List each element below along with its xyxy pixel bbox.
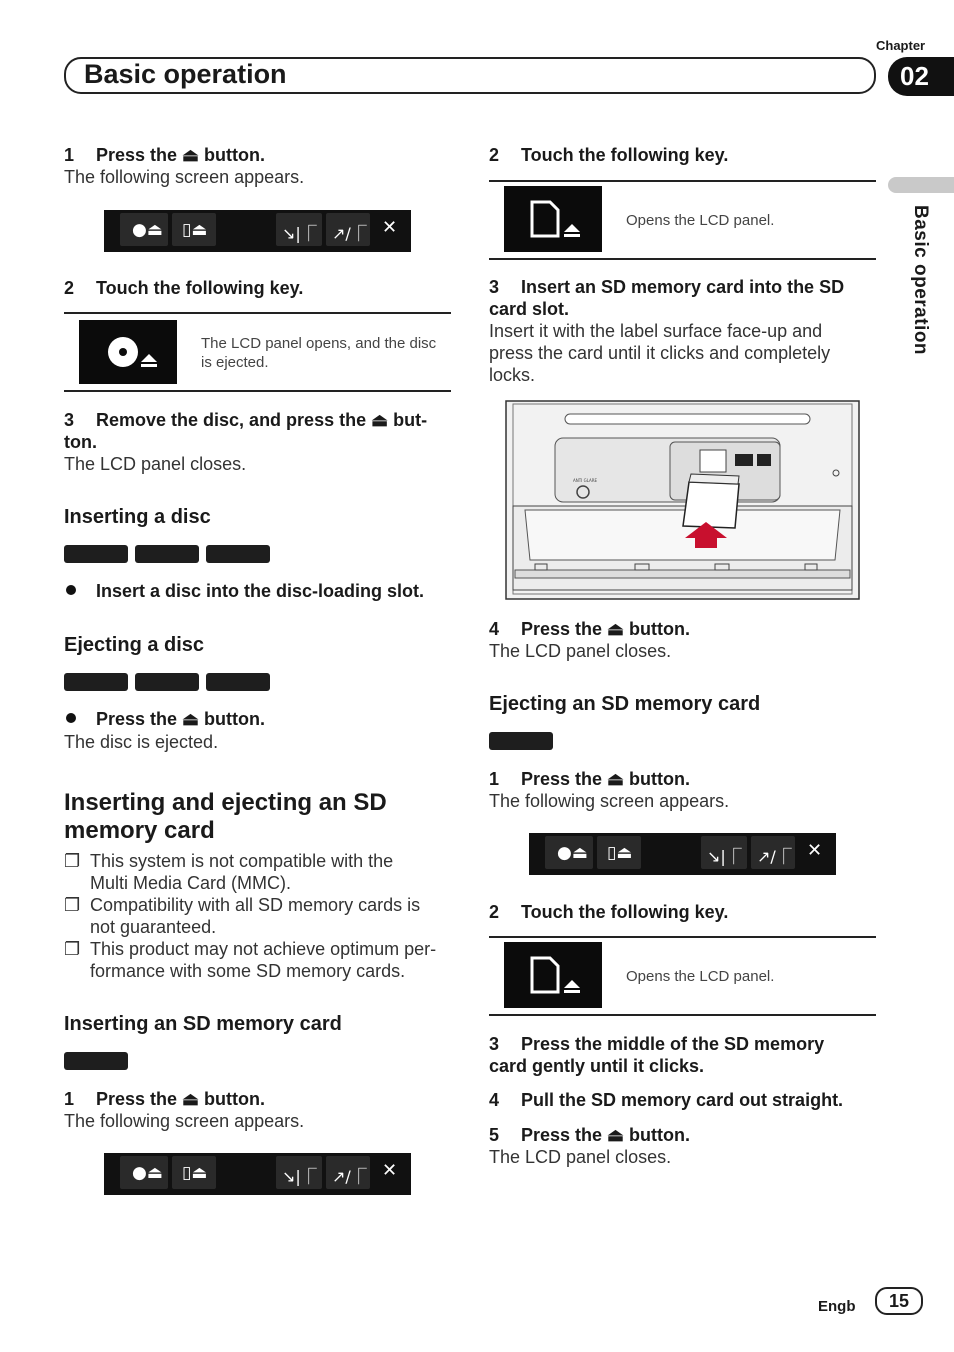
tilt-up-icon: ↗/⎾ xyxy=(757,847,792,866)
step-5-desc: The LCD panel closes. xyxy=(489,1147,672,1167)
step-5: 5 Press the ⏏ button. xyxy=(489,1125,691,1145)
section-heading: Ejecting an SD memory card xyxy=(489,693,761,715)
note-item: ❐ This system is not compatible with the xyxy=(64,851,394,871)
step-3: 3 Remove the disc, and press the ⏏ but- xyxy=(64,410,428,430)
note-item-cont: Multi Media Card (MMC). xyxy=(90,873,292,893)
step-1-desc: The following screen appears. xyxy=(64,167,305,187)
step-3: 3 Insert an SD memory card into the SD xyxy=(489,277,845,297)
bullet-item: Insert a disc into the disc-loading slot. xyxy=(66,581,424,602)
step-1: 1 Press the ⏏ button. xyxy=(64,145,266,165)
section-heading: Ejecting a disc xyxy=(64,634,205,656)
step-3-desc: Insert it with the label surface face-up and xyxy=(489,321,823,341)
step-1-desc: The following screen appears. xyxy=(489,791,730,811)
disc-eject-icon xyxy=(79,320,177,384)
step-1: 1 Press the ⏏ button. xyxy=(64,1089,266,1109)
tilt-down-button[interactable] xyxy=(701,836,747,869)
disc-eject-key[interactable] xyxy=(79,320,177,384)
close-icon[interactable]: ✕ xyxy=(382,1160,398,1181)
step-3-desc: press the card until it clicks and completely xyxy=(489,343,831,363)
key-desc: The LCD panel opens, and the disc is ejected. xyxy=(201,335,437,371)
tilt-down-button[interactable] xyxy=(276,1156,322,1189)
sd-eject-icon: ▯⏏ xyxy=(182,220,208,240)
sd-eject-key[interactable] xyxy=(504,186,602,252)
model-badge xyxy=(64,545,128,563)
tilt-up-icon: ↗/⎾ xyxy=(332,224,367,243)
disc-eject-button[interactable] xyxy=(120,1156,168,1189)
chapter-label: Chapter xyxy=(876,38,926,53)
note-item-cont: not guaranteed. xyxy=(90,917,217,937)
language-code: Engb xyxy=(818,1298,856,1315)
disc-eject-button[interactable] xyxy=(545,836,593,869)
step-3-cont: card slot. xyxy=(489,299,570,319)
step-3-desc: locks. xyxy=(489,365,536,385)
sd-eject-key[interactable] xyxy=(504,942,602,1008)
disc-eject-icon: ●⏏ xyxy=(132,1163,163,1183)
tilt-down-button[interactable] xyxy=(276,213,322,246)
section-heading: Inserting an SD memory card xyxy=(64,1013,342,1035)
model-badge xyxy=(489,732,553,750)
key-desc: Opens the LCD panel. xyxy=(626,968,775,985)
step-4: 4 Pull the SD memory card out straight. xyxy=(489,1090,844,1110)
tilt-down-icon: ↘|⎾ xyxy=(282,224,317,243)
step-3-cont: ton. xyxy=(64,432,97,452)
section-title: Inserting and ejecting an SD xyxy=(64,789,387,816)
model-badge xyxy=(135,673,199,691)
sd-eject-icon: ▯⏏ xyxy=(607,843,633,863)
key-table xyxy=(64,312,451,392)
key-desc: Opens the LCD panel. xyxy=(626,212,775,229)
model-badge xyxy=(64,1052,128,1070)
note-item: ❐ This product may not achieve optimum per- xyxy=(64,939,437,959)
side-tab-label: Basic operation xyxy=(910,205,931,356)
sd-eject-icon xyxy=(504,942,602,1008)
step-4-desc: The LCD panel closes. xyxy=(489,641,672,661)
tilt-up-icon: ↗/⎾ xyxy=(332,1167,367,1186)
section-heading: Inserting a disc xyxy=(64,506,211,528)
sd-eject-button[interactable] xyxy=(172,1156,216,1189)
disc-eject-icon: ●⏏ xyxy=(132,220,163,240)
bullet-desc: The disc is ejected. xyxy=(64,732,219,752)
key-table xyxy=(489,180,876,260)
step-1: 1 Press the ⏏ button. xyxy=(489,769,691,789)
chapter-number: 02 xyxy=(888,57,954,96)
screen-toolbar xyxy=(104,1153,411,1195)
step-4: 4 Press the ⏏ button. xyxy=(489,619,691,639)
note-item-cont: formance with some SD memory cards. xyxy=(90,961,406,981)
step-2: 2 Touch the following key. xyxy=(489,902,729,922)
step-3-cont: card gently until it clicks. xyxy=(489,1056,705,1076)
sd-eject-button[interactable] xyxy=(172,213,216,246)
key-table xyxy=(489,936,876,1016)
page-number: 15 xyxy=(875,1287,923,1315)
model-badge xyxy=(64,673,128,691)
screen-toolbar xyxy=(104,210,411,252)
page-title: Basic operation xyxy=(84,59,287,89)
disc-eject-button[interactable] xyxy=(120,213,168,246)
anti-glare-label: ANTI GLARE xyxy=(573,478,598,483)
tilt-up-button[interactable] xyxy=(326,213,370,246)
tilt-up-button[interactable] xyxy=(326,1156,370,1189)
note-item: ❐ Compatibility with all SD memory cards is xyxy=(64,895,421,915)
step-2: 2 Touch the following key. xyxy=(489,145,729,165)
model-badge xyxy=(206,673,270,691)
sd-eject-icon xyxy=(504,186,602,252)
disc-eject-icon: ●⏏ xyxy=(557,843,588,863)
tilt-up-button[interactable] xyxy=(751,836,795,869)
step-2: 2 Touch the following key. xyxy=(64,278,304,298)
sd-eject-button[interactable] xyxy=(597,836,641,869)
step-3-desc: The LCD panel closes. xyxy=(64,454,247,474)
sd-eject-icon: ▯⏏ xyxy=(182,1163,208,1183)
close-icon[interactable]: ✕ xyxy=(382,217,398,238)
tilt-down-icon: ↘|⎾ xyxy=(707,847,742,866)
sd-slot-illustration xyxy=(505,400,860,600)
step-1-desc: The following screen appears. xyxy=(64,1111,305,1131)
tilt-down-icon: ↘|⎾ xyxy=(282,1167,317,1186)
model-badge xyxy=(135,545,199,563)
side-tab xyxy=(888,177,954,193)
screen-toolbar xyxy=(529,833,836,875)
bullet-item: Press the ⏏ button. xyxy=(66,709,265,730)
model-badge xyxy=(206,545,270,563)
step-3: 3 Press the middle of the SD memory xyxy=(489,1034,825,1054)
section-title-cont: memory card xyxy=(64,817,215,844)
close-icon[interactable]: ✕ xyxy=(807,840,823,861)
